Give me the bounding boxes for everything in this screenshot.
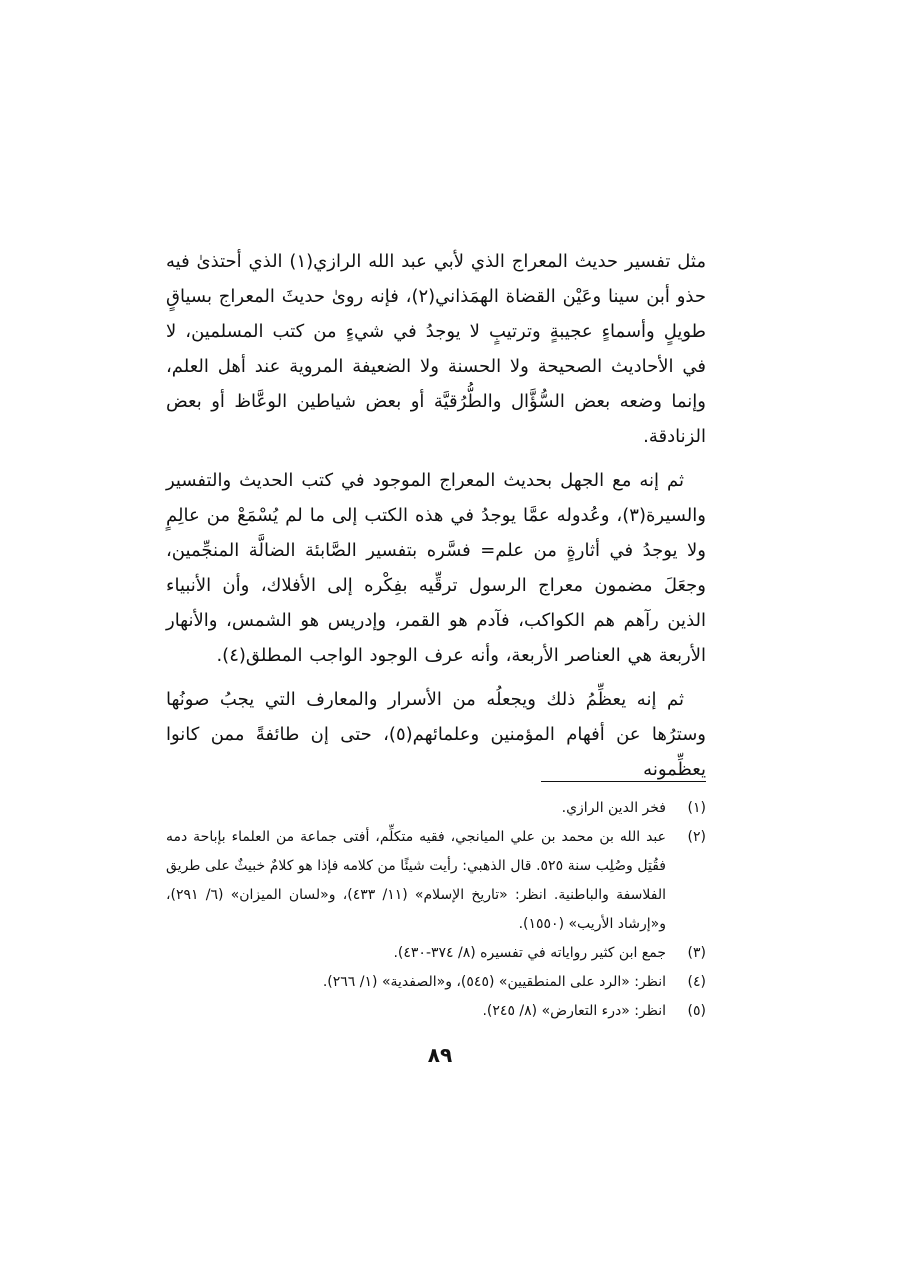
footnote (166, 823, 706, 939)
main-text (166, 244, 706, 787)
paragraph: ثم إنه مع الجهل بحديث المعراج الموجود في كتب الحديث والتفسير والسيرة(٣)، وعُدوله عمَّا يوجدُ في هذه الكتب إلى ما لم يُسْمَعْ من عالِمٍ ولا يوجدُ في أثارةٍ من علم= فسَّره بتفسير الصَّابئة الضالَّة المنجِّمين، وجعَلَ مضمون معراج الرسول ترقِّيه بفِكْره إلى الأفلاك، وأن الأنبياء الذين رآهم هم الكواكب، فآدم هو القمر، وإدريس هو الشمس، والأنهار الأربعة هي العناصر الأربعة، وأنه عرف الوجود الواجب المطلق(٤). (166, 470, 706, 666)
footnote-text: جمع ابن كثير رواياته في تفسيره (٨/ ٣٧٤-٤٣٠). (393, 945, 666, 961)
footnote-text: عبد الله بن محمد بن علي الميانجي، فقيه متكلِّم، أفتى جماعة من العلماء بإباحة دمه فقُتِل وصُلِب سنة ٥٢٥. قال الذهبي: رأيت شيئًا من كلامه فإذا هو كلامٌ خبيثٌ على طريق الفلاسفة والباطنية. انظر: «تاريخ الإسلام» (١١/ ٤٣٣)، و«لسان الميزان» (٦/ ٢٩١)، و«إرشاد الأريب» (١٥٥٠). (166, 829, 666, 932)
paragraph: مثل تفسير حديث المعراج الذي لأبي عبد الله الرازي(١) الذي أحتذىٰ فيه حذو أبن سينا وعَيْن القضاة الهمَذاني(٢)، فإنه روىٰ حديثَ المعراج بسياقٍ طويلٍ وأسماءٍ عجيبةٍ وترتيبٍ لا يوجدُ في شيءٍ من كتب المسلمين، لا في الأحاديث الصحيحة ولا الحسنة ولا الضعيفة المروية عند أهل العلم، وإنما وضعه بعض السُّؤَّال والطُّرُقيَّة أو بعض شياطين الوعَّاظ أو بعض الزنادقة. (166, 251, 707, 447)
footnote-text: انظر: «الرد على المنطقيين» (٥٤٥)، و«الصفدية» (١/ ٢٦٦). (322, 974, 666, 990)
footnote-number: (٢) (687, 829, 706, 845)
footnote (166, 997, 706, 1026)
footnote-text: فخر الدين الرازي. (561, 800, 666, 816)
footnote (166, 939, 706, 968)
page-number: ٨٩ (427, 1043, 453, 1067)
footnote-number: (١) (687, 800, 706, 816)
footnote-number: (٣) (687, 945, 706, 961)
footnote (166, 794, 706, 823)
footnote-separator (541, 781, 706, 782)
footnote-number: (٤) (687, 974, 706, 990)
paragraph: ثم إنه يعظِّمُ ذلك ويجعلُه من الأسرار والمعارف التي يجبُ صونُها وسترُها عن أفهام المؤمنين وعلمائهم(٥)، حتى إن طائفةً ممن كانوا يعظِّمونه (166, 689, 706, 780)
footnotes (166, 794, 706, 1026)
footnote (166, 968, 706, 997)
footnote-number: (٥) (687, 1003, 706, 1019)
footnote-text: انظر: «درء التعارض» (٨/ ٢٤٥). (482, 1003, 666, 1019)
